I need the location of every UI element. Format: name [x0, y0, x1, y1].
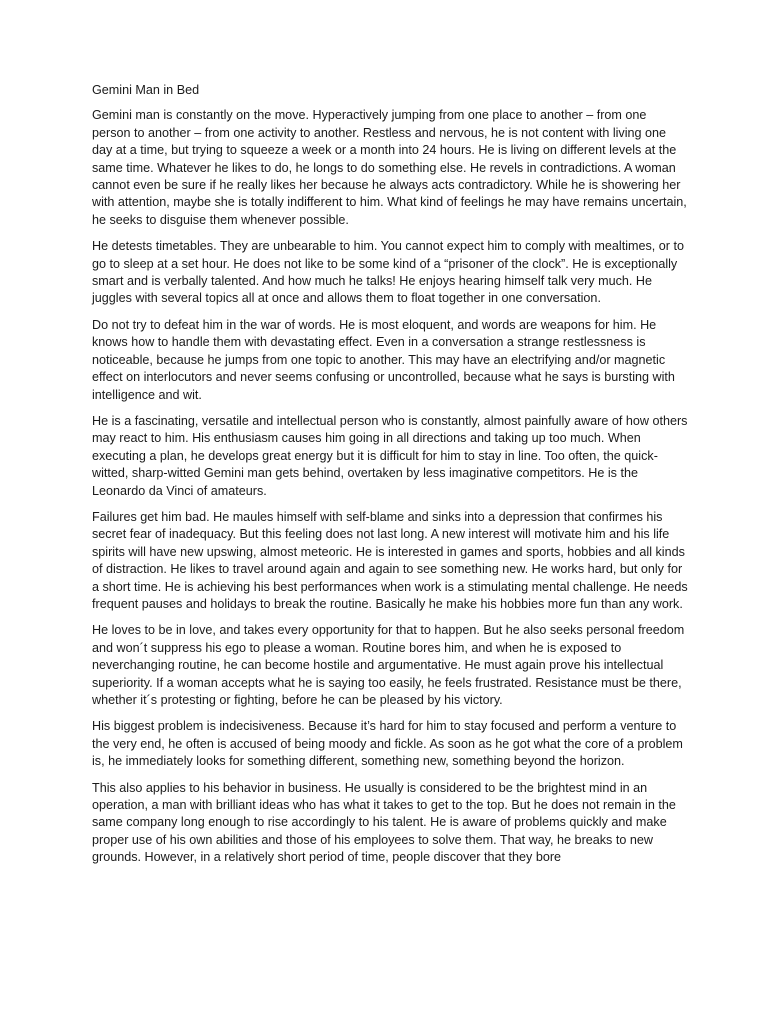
paragraph-6: He loves to be in love, and takes every opportunity for that to happen. But he also seeks personal freedom and won´t suppress his ego to please a woman. Routine bores him, and when he is exposed to neverchanging routine, he can become hostile and argumentative. He must again prove his intellectual superiority. If a woman accepts what he is saying too easily, he feels frustrated. Resistance must be there, whether it´s protesting or fighting, before he can be pleased by his victory.: [92, 623, 685, 707]
paragraph-8: This also applies to his behavior in business. He usually is considered to be the brightest mind in an operation, a man with brilliant ideas who has what it takes to get to the top. But he does not remain in the same company long enough to rise accordingly to his talent. He is aware of problems quickly and make proper use of his own abilities and those of his employees to solve them. That way, he breaks to new grounds. However, in a relatively short period of time, people discover that they bore: [92, 780, 676, 865]
paragraph-2: He detests timetables. They are unbearable to him. You cannot expect him to comply with mealtimes, or to go to sleep at a set hour. He does not like to be some kind of a “prisoner of the clock”. He is exceptionally smart and is verbally talented. And how much he talks! He enjoys hearing himself talk very much. He juggles with several topics all at once and allows them to float together in one conversation.: [92, 239, 684, 306]
paragraph-3: Do not try to defeat him in the war of words. He is most eloquent, and words are weapons for him. He knows how to handle them with devastating effect. Even in a conversation a strange restlessness is noticeable, because he jumps from one topic to another. This may have an electrifying and/or magnetic effect on interlocutors and never seems confusing or uncontrolled, because what he says is bursting with intelligence and wit.: [92, 317, 675, 402]
paragraph-5: Failures get him bad. He maules himself with self-blame and sinks into a depression that confirmes his secret fear of inadequacy. But this feeling does not last long. A new interest will motivate him and his life spirits will have new upswing, almost meteoric. He is interested in games and sports, hobbies and all kinds of distraction. He likes to travel around again and again to see something new. He works hard, but only for a short time. He is achieving his best performances when work is a stimulating mental challenge. He needs frequent pauses and holidays to break the routine. Basically he make his hobbies more fun than any work.: [92, 509, 688, 611]
paragraph-1: Gemini man is constantly on the move. Hyperactively jumping from one place to another – from one person to another – from one activity to another. Restless and nervous, he is not content with living one day at a time, but trying to squeeze a week or a month into 24 hours. He is living on different levels at the same time. Whatever he likes to do, he longs to do something else. He revels in contradictions. A woman cannot even be sure if he really likes her because he always acts contradictory. While he is showering her with attention, maybe she is totally indifferent to him. What kind of feelings he may have remains uncertain, he seeks to disguise them whenever possible.: [92, 108, 687, 227]
paragraph-7: His biggest problem is indecisiveness. Because it’s hard for him to stay focused and perform a venture to the very end, he often is accused of being moody and fickle. As soon as he got what the core of a problem is, he immediately looks for something different, something new, something beyond the horizon.: [92, 719, 683, 769]
document-title: Gemini Man in Bed: [92, 83, 200, 97]
paragraph-4: He is a fascinating, versatile and intellectual person who is constantly, almost painfully aware of how others may react to him. His enthusiasm causes him going in all directions and taking up too much. When executing a plan, he develops great energy but it is difficult for him to stay in line. Too often, the quick-witted, sharp-witted Gemini man gets behind, overtaken by less imaginative competitors. He is the Leonardo da Vinci of amateurs.: [92, 413, 688, 498]
